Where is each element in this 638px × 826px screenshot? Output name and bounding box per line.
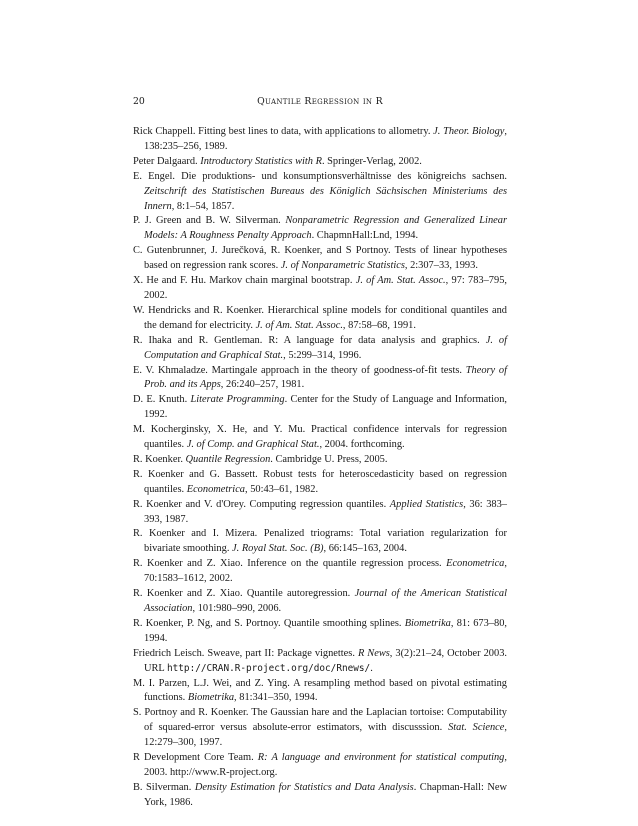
reference-entry [133, 244, 507, 274]
reference-list [133, 125, 507, 811]
reference-italic-text: J. Royal Stat. Soc. (B) [232, 543, 324, 555]
reference-italic-text: J. of Computation and Graphical Stat. [144, 334, 507, 361]
reference-text: M. Kocherginsky, X. He, and Y. Mu. Practical confidence intervals for regression quantiles. [133, 424, 507, 451]
reference-entry [133, 304, 507, 334]
reference-italic-text: Applied Statistics [389, 498, 464, 510]
reference-entry [133, 706, 507, 751]
reference-italic-text: Biometrika [404, 617, 451, 629]
reference-text: , 66:145–163, 2004. [323, 543, 407, 555]
reference-italic-text: J. of Am. Stat. Assoc. [255, 319, 343, 331]
reference-text: , 2003. http://www.R-project.org. [144, 752, 507, 778]
reference-text: R. Koenker and Z. Xiao. Inference on the quantile regression process. [133, 558, 447, 570]
reference-text: R. Koenker, P. Ng, and S. Portnoy. Quantile smoothing splines. [133, 617, 405, 629]
reference-entry [133, 527, 507, 557]
reference-italic-text: Introductory Statistics with R [200, 155, 322, 167]
reference-text: , 81: 673–80, 1994. [144, 617, 507, 644]
reference-text: , 97: 783–795, 2002. [144, 275, 507, 301]
reference-text: , 70:1583–1612, 2002. [144, 558, 507, 585]
reference-entry [133, 364, 507, 394]
reference-text: , 81:341–350, 1994. [234, 692, 318, 704]
reference-entry [133, 125, 507, 155]
reference-text: . Chapman-Hall: New York, 1986. [144, 781, 507, 808]
reference-text: . Cambridge U. Press, 2005. [270, 453, 388, 465]
reference-entry [133, 498, 507, 528]
reference-italic-text: Econometrica [446, 558, 505, 570]
reference-entry [133, 617, 507, 647]
running-title: Quantile Regression in R [257, 96, 383, 107]
reference-text: R. Koenker. [133, 453, 186, 465]
reference-text: . Springer-Verlag, 2002. [321, 155, 422, 167]
reference-url: http://CRAN.R-project.org/doc/Rnews/ [167, 662, 371, 674]
reference-italic-text: Journal of the American Statistical Association [144, 588, 508, 614]
reference-italic-text: Stat. Science [448, 722, 505, 734]
reference-text: R. Koenker and Z. Xiao. Quantile autoregression. [133, 588, 355, 600]
reference-italic-text: J. of Nonparametric Statistics [280, 260, 405, 272]
reference-text: C. Gutenbrunner, J. Jurečková, R. Koenker, and S Portnoy. Tests of linear hypotheses based on regression rank scores. [133, 245, 507, 272]
reference-entry [133, 393, 507, 423]
reference-entry [133, 453, 507, 468]
reference-italic-text: R: A language and environment for statistical computing [257, 752, 505, 764]
reference-text: B. Silverman. [133, 781, 195, 793]
reference-text: R. Koenker and V. d'Orey. Computing regression quantiles. [133, 498, 390, 510]
reference-text: , 101:980–990, 2006. [192, 603, 282, 614]
reference-text: , 5:299–314, 1996. [283, 349, 362, 361]
reference-text: Peter Dalgaard. [133, 155, 201, 167]
reference-text: Rick Chappell. Fitting best lines to data, with applications to allometry. [133, 126, 434, 137]
reference-text: , 2004. forthcoming. [319, 439, 405, 451]
reference-text: Friedrich Leisch. Sweave, part II: Package vignettes. [133, 647, 358, 659]
reference-text: . [370, 662, 373, 674]
reference-italic-text: Theory of Prob. and its Apps [144, 364, 507, 391]
reference-italic-text: Zeitschrift des Statistischen Bureaus des Königlich Sächsischen Ministeriums des Innern [144, 185, 507, 212]
reference-text: , 36: 383–393, 1987. [144, 498, 507, 525]
reference-entry [133, 557, 507, 587]
reference-entry [133, 781, 507, 811]
running-head [133, 96, 507, 110]
reference-entry [133, 677, 507, 707]
reference-text: , 87:58–68, 1991. [342, 319, 416, 331]
reference-text: D. E. Knuth. [133, 394, 191, 406]
reference-text: , 3(2):21–24, October 2003. URL [144, 647, 507, 674]
reference-text: E. Engel. Die produktions- und konsumptionsverhältnisse des königreichs sachsen. [133, 170, 507, 182]
reference-text: , 26:240–257, 1981. [220, 379, 305, 391]
reference-text: R. Koenker and G. Bassett. Robust tests for heteroscedasticity based on regression quantiles. [133, 468, 507, 495]
reference-entry [133, 587, 507, 617]
reference-italic-text: J. of Am. Stat. Assoc. [355, 275, 446, 287]
reference-text: , 12:279–300, 1997. [144, 722, 508, 749]
reference-italic-text: R News [357, 647, 390, 659]
reference-text: . ChapmnHall:Lnd, 1994. [311, 230, 419, 242]
reference-text: S. Portnoy and R. Koenker. The Gaussian hare and the Laplacian tortoise: Computability of squared-error versus absolute-error estimators, with discusssion. [133, 707, 507, 734]
reference-entry [133, 423, 507, 453]
reference-text: . Center for the Study of Language and Information, 1992. [144, 394, 507, 421]
reference-text: R Development Core Team. [133, 752, 258, 764]
reference-text: E. V. Khmaladze. Martingale approach in the theory of goodness-of-fit tests. [133, 364, 466, 376]
reference-italic-text: Nonparametric Regression and Generalized Linear Models: A Roughness Penalty Approach [144, 215, 507, 242]
reference-text: , 50:43–61, 1982. [245, 483, 319, 495]
reference-text: , 8:1–54, 1857. [171, 200, 235, 212]
reference-entry [133, 334, 507, 364]
reference-italic-text: Density Estimation for Statistics and Data Analysis [194, 781, 414, 793]
reference-text: P. J. Green and B. W. Silverman. [133, 215, 286, 227]
reference-italic-text: Literate Programming [190, 394, 285, 406]
reference-text: R. Ihaka and R. Gentleman. R: A language for data analysis and graphics. [133, 334, 486, 346]
page-number: 20 [133, 96, 145, 107]
reference-italic-text: Econometrica [186, 483, 246, 495]
reference-text: , 138:235–256, 1989. [144, 126, 507, 152]
reference-entry [133, 647, 507, 677]
reference-text: , 2:307–33, 1993. [404, 260, 478, 272]
reference-entry [133, 155, 507, 170]
reference-entry [133, 751, 507, 781]
reference-italic-text: J. Theor. Biology [433, 126, 505, 137]
reference-italic-text: J. of Comp. and Graphical Stat. [186, 439, 320, 451]
reference-entry [133, 170, 507, 215]
reference-entry [133, 274, 507, 304]
reference-entry [133, 214, 507, 244]
reference-entry [133, 468, 507, 498]
reference-text: X. He and F. Hu. Markov chain marginal bootstrap. [133, 275, 356, 287]
reference-text: M. I. Parzen, L.J. Wei, and Z. Ying. A resampling method based on pivotal estimating functions. [133, 677, 507, 704]
reference-text: R. Koenker and I. Mizera. Penalized triograms: Total variation regularization for bivariate smoothing. [133, 528, 507, 555]
reference-text: W. Hendricks and R. Koenker. Hierarchical spline models for conditional quantiles and the demand for electricity. [133, 304, 507, 331]
reference-italic-text: Quantile Regression [185, 453, 271, 465]
reference-italic-text: Biometrika [187, 692, 235, 704]
